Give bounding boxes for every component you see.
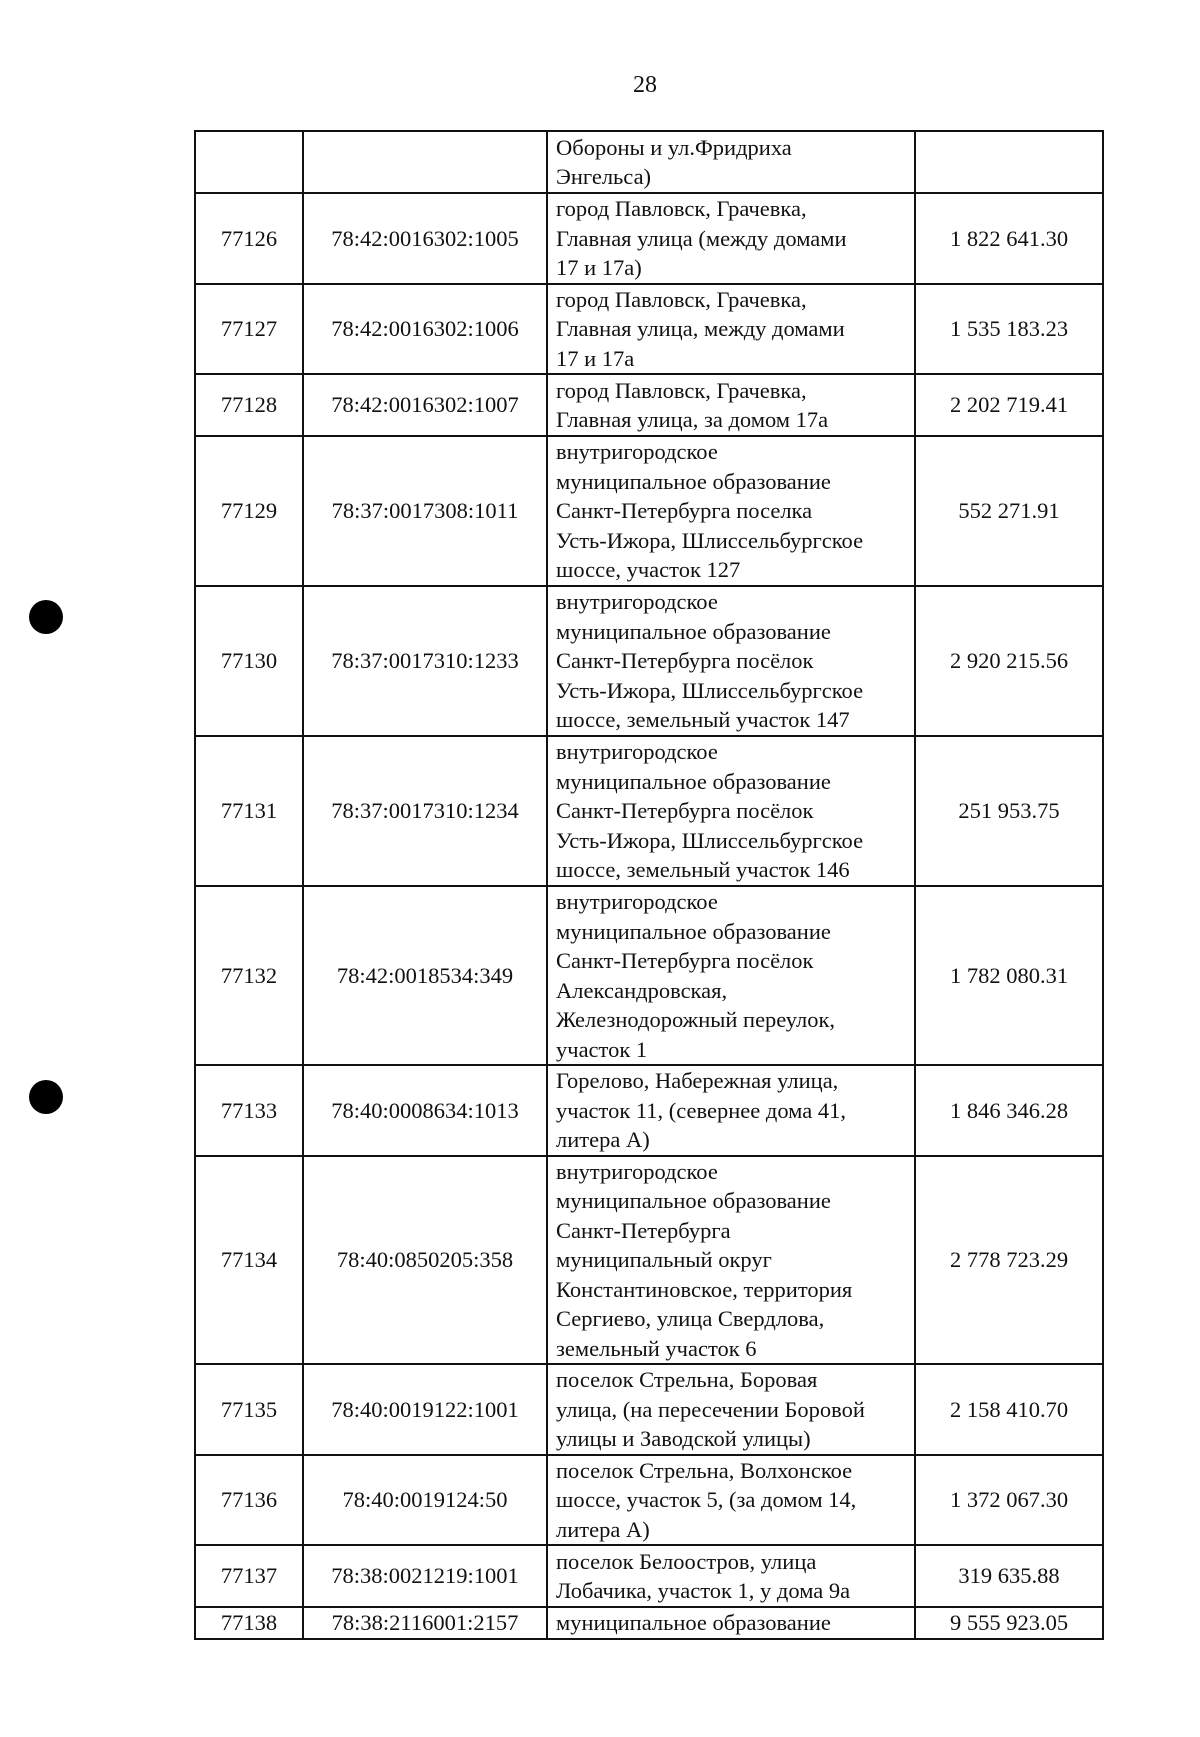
table-row <box>195 586 1103 736</box>
address-cell <box>547 1455 915 1546</box>
cadastral-value-cell <box>915 131 1103 193</box>
address-cell <box>547 193 915 284</box>
table-row <box>195 193 1103 284</box>
table-row <box>195 436 1103 586</box>
address-line: Горелово, Набережная улица, <box>556 1068 839 1093</box>
address-line: Санкт-Петербурга посёлок <box>556 948 814 973</box>
address-cell <box>547 1156 915 1365</box>
address-line: участок 11, (севернее дома 41, <box>556 1097 846 1123</box>
address-cell <box>547 886 915 1065</box>
address-line: улица, (на пересечении Боровой <box>556 1396 865 1422</box>
table-row <box>195 374 1103 436</box>
address-cell <box>547 1607 915 1639</box>
address-line: муниципальное образование <box>556 768 831 794</box>
cadastral-value-cell: 1 822 641.30 <box>915 193 1103 284</box>
address-line: внутригородское <box>556 739 718 765</box>
table-row <box>195 1364 1103 1455</box>
punch-hole-mark <box>29 1080 63 1114</box>
table-row <box>195 1545 1103 1607</box>
punch-hole-mark <box>29 600 63 634</box>
address-line: город Павловск, Грачевка, <box>556 377 807 403</box>
record-number-cell: 77131 <box>195 736 303 886</box>
cadastral-value-cell: 2 158 410.70 <box>915 1364 1103 1455</box>
address-cell <box>547 131 915 193</box>
address-line: участок 1 <box>556 1036 648 1062</box>
address-line: Главная улица, между домами <box>556 316 845 341</box>
cadastral-number-cell: 78:42:0016302:1005 <box>303 193 547 284</box>
record-number-cell: 77132 <box>195 886 303 1065</box>
land-plot-table <box>194 130 1104 1640</box>
address-line: муниципальное образование <box>556 468 831 494</box>
address-line: шоссе, земельный участок 147 <box>556 707 850 733</box>
cadastral-number-cell <box>303 131 547 193</box>
address-line: шоссе, земельный участок 146 <box>556 857 850 883</box>
address-cell <box>547 436 915 586</box>
cadastral-number-cell: 78:38:0021219:1001 <box>303 1545 547 1607</box>
cadastral-number-cell: 78:37:0017308:1011 <box>303 436 547 586</box>
address-line: внутригородское <box>556 589 718 615</box>
address-line: Усть-Ижора, Шлиссельбургское <box>556 827 864 853</box>
cadastral-value-cell: 1 535 183.23 <box>915 284 1103 375</box>
address-line: земельный участок 6 <box>556 1335 757 1361</box>
cadastral-number-cell: 78:42:0016302:1006 <box>303 284 547 375</box>
record-number-cell: 77137 <box>195 1545 303 1607</box>
table-row <box>195 736 1103 886</box>
cadastral-value-cell: 1 372 067.30 <box>915 1455 1103 1546</box>
address-line: 17 и 17а <box>556 345 635 371</box>
address-line: литера А) <box>556 1127 650 1152</box>
address-cell <box>547 1065 915 1156</box>
table-row <box>195 284 1103 375</box>
address-line: муниципальное образование <box>556 1610 831 1636</box>
address-line: Железнодорожный переулок, <box>556 1007 836 1032</box>
address-line: муниципальное образование <box>556 618 831 644</box>
address-line: шоссе, участок 5, (за домом 14, <box>556 1487 857 1512</box>
address-line: Главная улица, за домом 17а <box>556 407 829 432</box>
address-line: Константиновское, территория <box>556 1276 853 1302</box>
address-line: город Павловск, Грачевка, <box>556 286 807 312</box>
address-line: муниципальный округ <box>556 1247 772 1272</box>
cadastral-number-cell: 78:38:2116001:2157 <box>303 1607 547 1639</box>
address-line: Санкт-Петербурга <box>556 1217 731 1243</box>
cadastral-number-cell: 78:40:0019124:50 <box>303 1455 547 1546</box>
address-line: Главная улица (между домами <box>556 225 847 251</box>
address-cell <box>547 374 915 436</box>
page-number: 28 <box>633 72 657 98</box>
record-number-cell <box>195 131 303 193</box>
table-row <box>195 1065 1103 1156</box>
address-line: Санкт-Петербурга поселка <box>556 498 813 524</box>
table-row <box>195 1156 1103 1365</box>
address-line: город Павловск, Грачевка, <box>556 196 807 221</box>
record-number-cell: 77129 <box>195 436 303 586</box>
cadastral-value-cell: 251 953.75 <box>915 736 1103 886</box>
address-line: Усть-Ижора, Шлиссельбургское <box>556 677 864 703</box>
cadastral-value-cell: 2 920 215.56 <box>915 586 1103 736</box>
address-cell <box>547 1545 915 1607</box>
cadastral-value-cell: 2 778 723.29 <box>915 1156 1103 1365</box>
table-row <box>195 1607 1103 1639</box>
address-cell <box>547 586 915 736</box>
address-cell <box>547 736 915 886</box>
record-number-cell: 77134 <box>195 1156 303 1365</box>
address-line: внутригородское <box>556 889 718 914</box>
cadastral-value-cell: 2 202 719.41 <box>915 374 1103 436</box>
cadastral-number-cell: 78:40:0019122:1001 <box>303 1364 547 1455</box>
record-number-cell: 77138 <box>195 1607 303 1639</box>
address-line: улицы и Заводской улицы) <box>556 1426 811 1451</box>
cadastral-number-cell: 78:40:0850205:358 <box>303 1156 547 1365</box>
address-line: литера А) <box>556 1516 650 1542</box>
address-line: Сергиево, улица Свердлова, <box>556 1306 825 1331</box>
cadastral-number-cell: 78:40:0008634:1013 <box>303 1065 547 1156</box>
address-line: муниципальное образование <box>556 1188 831 1213</box>
address-line: поселок Белоостров, улица <box>556 1548 817 1574</box>
cadastral-value-cell: 319 635.88 <box>915 1545 1103 1607</box>
cadastral-number-cell: 78:37:0017310:1233 <box>303 586 547 736</box>
address-line: внутригородское <box>556 1158 718 1184</box>
address-line: внутригородское <box>556 439 718 465</box>
address-line: Александровская, <box>556 977 728 1003</box>
table-row <box>195 131 1103 193</box>
address-line: Обороны и ул.Фридриха <box>556 134 792 160</box>
table-body <box>195 131 1103 1639</box>
address-cell <box>547 1364 915 1455</box>
address-line: Энгельса) <box>556 164 652 189</box>
cadastral-number-cell: 78:37:0017310:1234 <box>303 736 547 886</box>
address-line: поселок Стрельна, Боровая <box>556 1367 818 1392</box>
table-row <box>195 1455 1103 1546</box>
address-line: поселок Стрельна, Волхонское <box>556 1457 853 1483</box>
address-line: 17 и 17а) <box>556 255 642 280</box>
record-number-cell: 77127 <box>195 284 303 375</box>
record-number-cell: 77130 <box>195 586 303 736</box>
cadastral-value-cell: 9 555 923.05 <box>915 1607 1103 1639</box>
record-number-cell: 77133 <box>195 1065 303 1156</box>
cadastral-value-cell: 552 271.91 <box>915 436 1103 586</box>
cadastral-value-cell: 1 846 346.28 <box>915 1065 1103 1156</box>
address-line: Усть-Ижора, Шлиссельбургское <box>556 527 864 553</box>
address-line: шоссе, участок 127 <box>556 557 741 583</box>
record-number-cell: 77135 <box>195 1364 303 1455</box>
record-number-cell: 77136 <box>195 1455 303 1546</box>
cadastral-number-cell: 78:42:0018534:349 <box>303 886 547 1065</box>
address-line: муниципальное образование <box>556 918 831 944</box>
address-line: Санкт-Петербурга посёлок <box>556 798 814 824</box>
address-line: Санкт-Петербурга посёлок <box>556 648 814 674</box>
address-cell <box>547 284 915 375</box>
record-number-cell: 77126 <box>195 193 303 284</box>
table-row <box>195 886 1103 1065</box>
address-line: Лобачика, участок 1, у дома 9а <box>556 1578 851 1603</box>
cadastral-number-cell: 78:42:0016302:1007 <box>303 374 547 436</box>
cadastral-value-cell: 1 782 080.31 <box>915 886 1103 1065</box>
record-number-cell: 77128 <box>195 374 303 436</box>
